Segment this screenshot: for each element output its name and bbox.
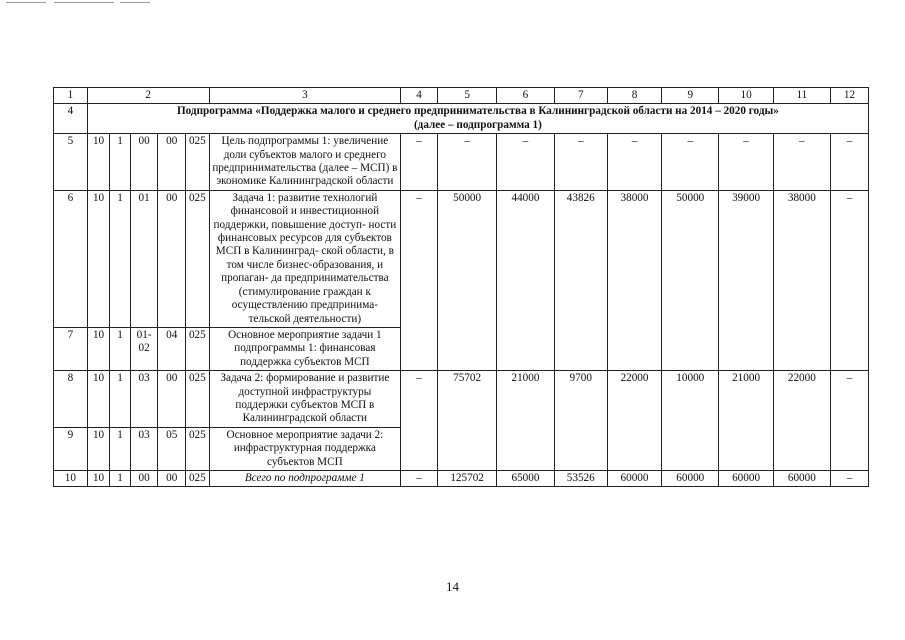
value-cell: 39000 [719, 190, 773, 370]
value-cell: – [401, 190, 438, 370]
code-cell: 00 [130, 470, 158, 486]
header-cell: 6 [497, 88, 554, 104]
code-cell: 1 [110, 470, 130, 486]
code-cell: 04 [158, 327, 186, 370]
table-row [54, 190, 869, 327]
value-cell: – [401, 371, 438, 471]
value-cell: 21000 [497, 371, 554, 471]
row-number: 9 [54, 427, 88, 470]
subprogram-title-line2: (далее – подпрограмма 1) [413, 118, 542, 131]
code-cell: 10 [87, 327, 110, 370]
header-cell: 4 [401, 88, 438, 104]
value-cell: 60000 [662, 470, 719, 486]
code-cell: 10 [87, 470, 110, 486]
value-cell: 44000 [497, 190, 554, 370]
code-cell: 00 [158, 371, 186, 428]
code-cell: 025 [186, 427, 210, 470]
header-cell: 1 [54, 88, 88, 104]
row-number: 8 [54, 371, 88, 428]
code-cell: 10 [87, 427, 110, 470]
row-number: 4 [54, 104, 88, 134]
header-cell: 2 [87, 88, 209, 104]
header-row [54, 88, 869, 104]
description-cell: Задача 1: развитие технологий финансовой и инвестиционной поддержки, повышение доступ- ности финансовых ресурсов для субъектов МСП в Калининград- ской области, в том числе бизнес-образования, и пропаган- да предпринимательства (стимулирование граждан к осуществлению предпринима- тельской деятельности) [209, 190, 400, 327]
description-cell: Основное мероприятие задачи 1 подпрограммы 1: финансовая поддержка субъектов МСП [209, 327, 400, 370]
header-cell: 9 [662, 88, 719, 104]
code-cell: 1 [110, 327, 130, 370]
value-cell: 65000 [497, 470, 554, 486]
code-cell: 03 [130, 427, 158, 470]
code-cell: 1 [110, 190, 130, 327]
code-cell: 00 [158, 190, 186, 327]
value-cell: 38000 [607, 190, 661, 370]
value-cell: 22000 [773, 371, 830, 471]
value-cell: 75702 [437, 371, 496, 471]
description-cell: Основное мероприятие задачи 2: инфраструктурная поддержка субъектов МСП [209, 427, 400, 470]
value-cell: 60000 [773, 470, 830, 486]
value-cell: – [831, 190, 869, 370]
program-table [53, 87, 869, 487]
scan-artifact [120, 2, 150, 3]
code-cell: 025 [186, 190, 210, 327]
value-cell: 22000 [607, 371, 661, 471]
code-cell: 1 [110, 427, 130, 470]
value-cell: – [607, 134, 661, 191]
code-cell: 025 [186, 371, 210, 428]
code-cell: 01 [130, 190, 158, 327]
table-row [54, 134, 869, 191]
value-cell: – [437, 134, 496, 191]
value-cell: 60000 [607, 470, 661, 486]
subprogram-title [87, 104, 868, 134]
subprogram-title-row [54, 104, 869, 134]
page-number: 14 [446, 579, 459, 594]
header-cell: 5 [437, 88, 496, 104]
total-label: Всего по подпрограмме 1 [209, 470, 400, 486]
value-cell: 50000 [437, 190, 496, 370]
description-cell: Цель подпрограммы 1: увеличение доли субъектов малого и среднего предпринимательства (далее – МСП) в экономике Калининградской области [209, 134, 400, 191]
value-cell: 125702 [437, 470, 496, 486]
row-number: 5 [54, 134, 88, 191]
value-cell: 53526 [554, 470, 607, 486]
value-cell: – [831, 371, 869, 471]
value-cell: – [831, 134, 869, 191]
code-cell: 00 [158, 470, 186, 486]
value-cell: – [831, 470, 869, 486]
code-cell: 10 [87, 371, 110, 428]
subprogram-title-line1: Подпрограмма «Поддержка малого и среднего предпринимательства в Калининградской области на 2014 – 2020 годы» [176, 105, 779, 118]
description-cell: Задача 2: формирование и развитие доступной инфраструктуры поддержки субъектов МСП в Калининградской области [209, 371, 400, 428]
value-cell: 50000 [662, 190, 719, 370]
value-cell: – [401, 470, 438, 486]
code-cell: 10 [87, 134, 110, 191]
code-cell: 05 [158, 427, 186, 470]
code-cell: 025 [186, 327, 210, 370]
total-row [54, 470, 869, 486]
value-cell: – [497, 134, 554, 191]
header-cell: 7 [554, 88, 607, 104]
row-number: 10 [54, 470, 88, 486]
value-cell: – [719, 134, 773, 191]
code-cell: 025 [186, 470, 210, 486]
value-cell: 21000 [719, 371, 773, 471]
header-cell: 8 [607, 88, 661, 104]
value-cell: – [773, 134, 830, 191]
table-row [54, 371, 869, 428]
value-cell: 38000 [773, 190, 830, 370]
code-cell: 03 [130, 371, 158, 428]
value-cell: 10000 [662, 371, 719, 471]
value-cell: – [662, 134, 719, 191]
row-number: 7 [54, 327, 88, 370]
code-cell: 00 [130, 134, 158, 191]
header-cell: 10 [719, 88, 773, 104]
header-cell: 3 [209, 88, 400, 104]
value-cell: – [554, 134, 607, 191]
value-cell: 43826 [554, 190, 607, 370]
value-cell: 60000 [719, 470, 773, 486]
code-cell: 10 [87, 190, 110, 327]
scan-artifact [54, 2, 114, 3]
code-cell: 00 [158, 134, 186, 191]
header-cell: 11 [773, 88, 830, 104]
code-cell: 1 [110, 134, 130, 191]
header-cell: 12 [831, 88, 869, 104]
row-number: 6 [54, 190, 88, 327]
value-cell: 9700 [554, 371, 607, 471]
code-cell: 025 [186, 134, 210, 191]
scan-artifact [6, 2, 46, 3]
value-cell: – [401, 134, 438, 191]
code-cell: 01-02 [130, 327, 158, 370]
code-cell: 1 [110, 371, 130, 428]
